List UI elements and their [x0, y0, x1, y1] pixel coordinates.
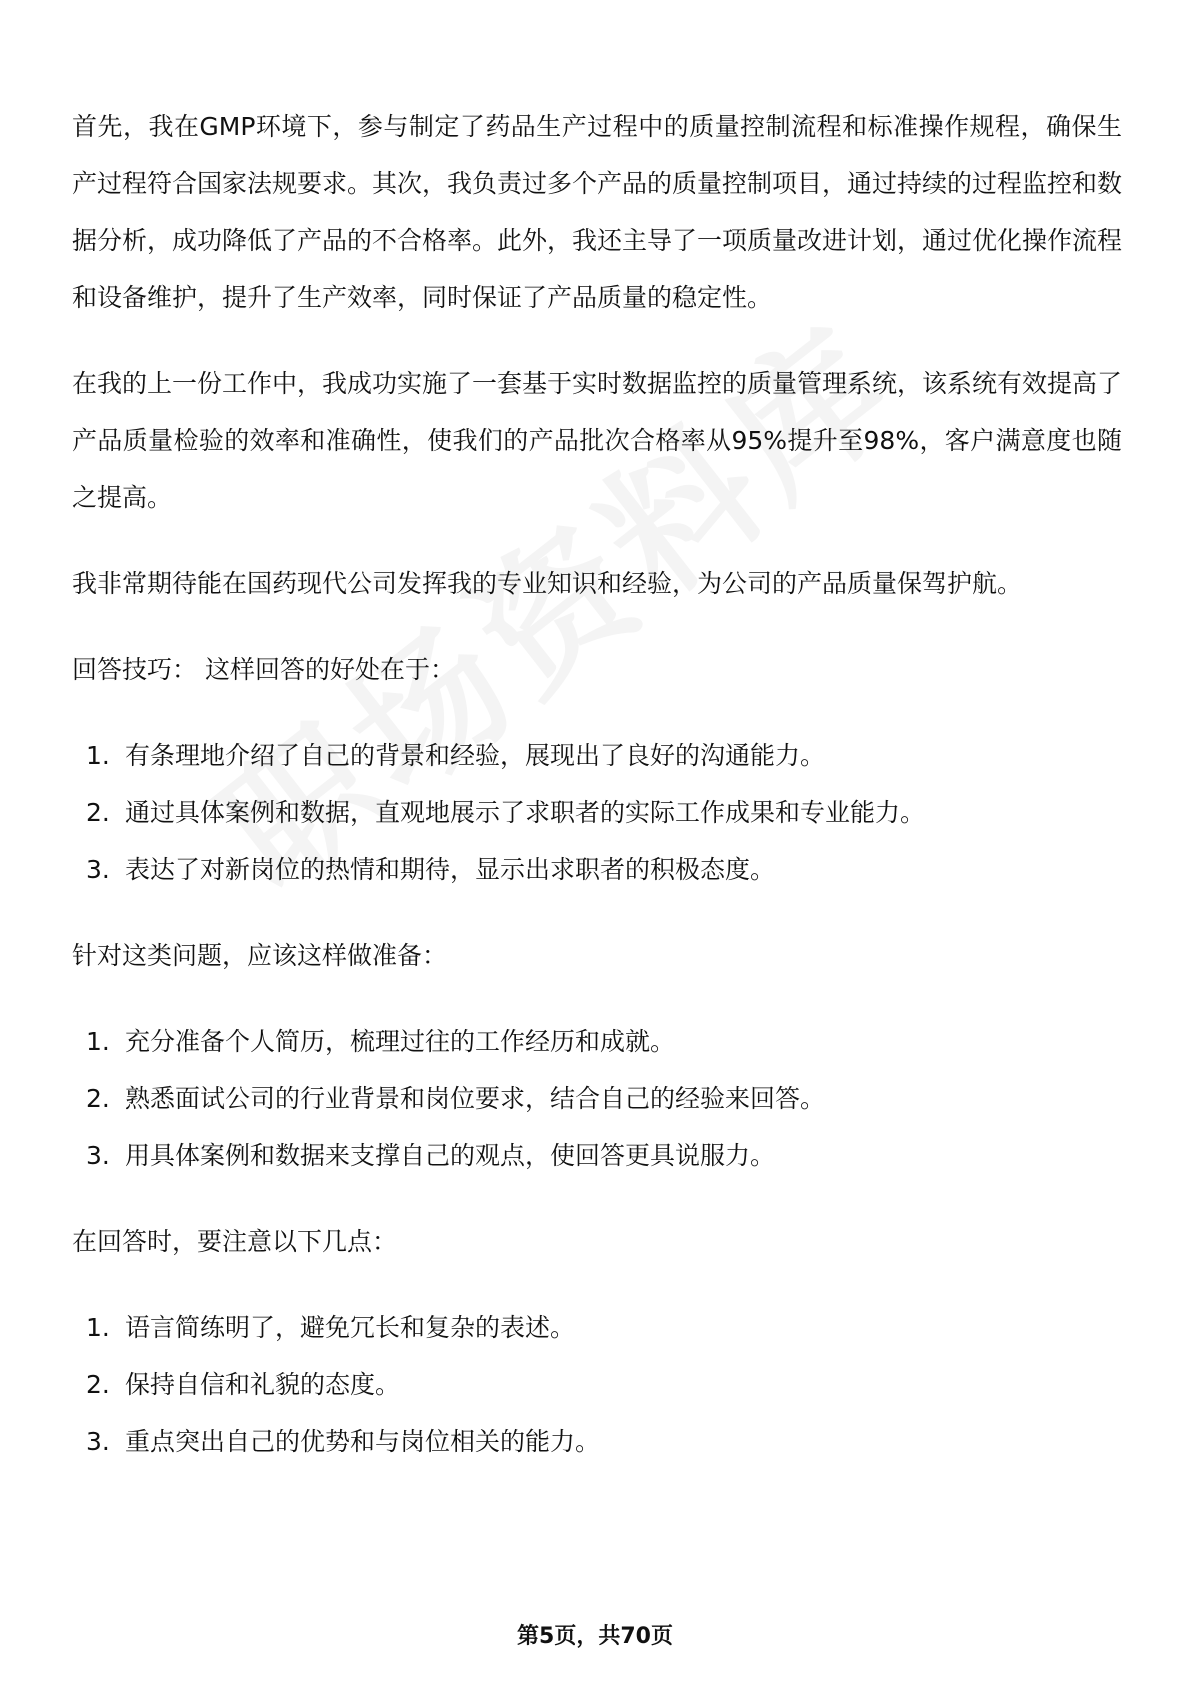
list-tips — [72, 727, 1122, 898]
list-item — [72, 1127, 1122, 1184]
paragraph-expectation: 我非常期待能在国药现代公司发挥我的专业知识和经验，为公司的产品质量保驾护航。 — [72, 569, 1023, 598]
page-content — [72, 98, 1122, 1499]
list-item-number: 2. — [86, 1084, 110, 1113]
list-item-text: 有条理地介绍了自己的背景和经验，展现出了良好的沟通能力。 — [125, 741, 826, 770]
list-item-text: 重点突出自己的优势和与岗位相关的能力。 — [125, 1427, 601, 1456]
list-item-number: 3. — [86, 855, 110, 884]
list-item-text: 通过具体案例和数据，直观地展示了求职者的实际工作成果和专业能力。 — [125, 798, 926, 827]
list-item-text: 表达了对新岗位的热情和期待，显示出求职者的积极态度。 — [125, 855, 776, 884]
list-item — [72, 727, 1122, 784]
list-item-text: 熟悉面试公司的行业背景和岗位要求，结合自己的经验来回答。 — [125, 1084, 826, 1113]
list-item-number: 2. — [86, 798, 110, 827]
list-item — [72, 1070, 1122, 1127]
list-item — [72, 1356, 1122, 1413]
list-item — [72, 1299, 1122, 1356]
list-item-number: 1. — [86, 1027, 110, 1056]
list-item-number: 3. — [86, 1141, 110, 1170]
list-item-number: 1. — [86, 1313, 110, 1342]
section-heading-preparation: 针对这类问题，应该这样做准备： — [72, 941, 448, 970]
list-item-number: 2. — [86, 1370, 110, 1399]
paragraph-experience: 首先，我在GMP环境下，参与制定了药品生产过程中的质量控制流程和标准操作规程，确保生产过程符合国家法规要求。其次，我负责过多个产品的质量控制项目，通过持续的过程监控和数据分析，成功降低了产品的不合格率。此外，我还主导了一项质量改进计划，通过优化操作流程和设备维护，提升了生产效率，同时保证了产品质量的稳定性。 — [72, 112, 1123, 312]
list-item — [72, 1413, 1122, 1470]
list-item — [72, 1013, 1122, 1070]
list-item-number: 1. — [86, 741, 110, 770]
section-heading-notes: 在回答时，要注意以下几点： — [72, 1227, 398, 1256]
section-heading-tips: 回答技巧： 这样回答的好处在于： — [72, 655, 455, 684]
list-item-text: 充分准备个人简历，梳理过往的工作经历和成就。 — [125, 1027, 676, 1056]
list-item — [72, 784, 1122, 841]
list-item-number: 3. — [86, 1427, 110, 1456]
list-item-text: 语言简练明了，避免冗长和复杂的表述。 — [125, 1313, 576, 1342]
paragraph-achievement: 在我的上一份工作中，我成功实施了一套基于实时数据监控的质量管理系统，该系统有效提高了产品质量检验的效率和准确性，使我们的产品批次合格率从95%提升至98%，客户满意度也随之提高。 — [72, 369, 1123, 512]
list-item-text: 用具体案例和数据来支撑自己的观点，使回答更具说服力。 — [125, 1141, 776, 1170]
list-item-text: 保持自信和礼貌的态度。 — [125, 1370, 401, 1399]
list-notes — [72, 1299, 1122, 1470]
page-number-footer: 第5页，共70页 — [517, 1624, 673, 1649]
list-preparation — [72, 1013, 1122, 1184]
list-item — [72, 841, 1122, 898]
